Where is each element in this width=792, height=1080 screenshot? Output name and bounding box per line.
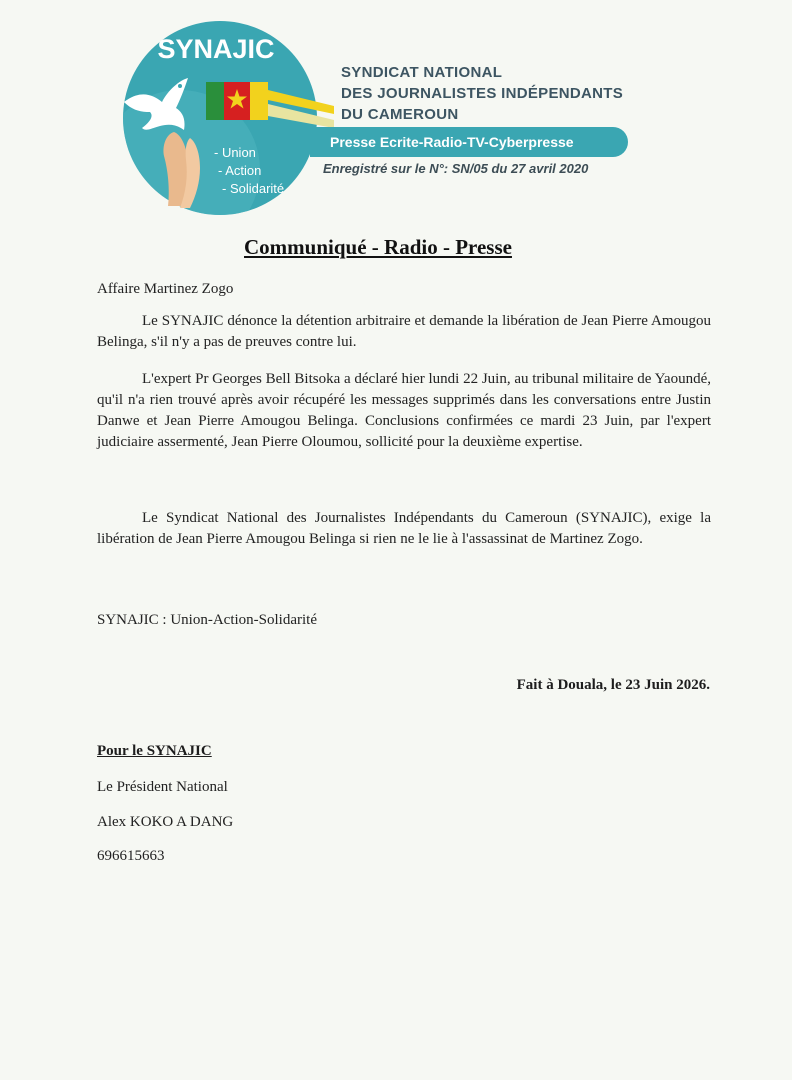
signatory-phone: 696615663 (97, 848, 165, 864)
paragraph-2: L'expert Pr Georges Bell Bitsoka a déclaré hier lundi 22 Juin, au tribunal militaire de Yaoundé, qu'il n'a rien trouvé après avoir récupéré les messages supprimés dans les conversations entre Justin Danwe et Jean Pierre Amougou Belinga. Conclusions confirmées ce mardi 23 Juin, par l'expert judiciaire assermenté, Jean Pierre Oloumou, sollicité pour la deuxième expertise. (97, 371, 711, 450)
logo-motto-action: - Action (218, 163, 262, 178)
org-name-line-2: DES JOURNALISTES INDÉPENDANTS (341, 85, 624, 102)
logo-motto-union: - Union (214, 145, 256, 160)
paragraph-1: Le SYNAJIC dénonce la détention arbitraire et demande la libération de Jean Pierre Amougou Belinga, s'il n'y a pas de preuves contre lui. (97, 313, 711, 350)
date-line: Fait à Douala, le 23 Juin 2026. (516, 677, 710, 693)
flag-green-stripe (206, 82, 224, 120)
synajic-logo (110, 20, 334, 216)
signatory-name: Alex KOKO A DANG (97, 814, 234, 830)
paragraph-3: Le Syndicat National des Journalistes Indépendants du Cameroun (SYNAJIC), exige la libération de Jean Pierre Amougou Belinga si rien ne le lie à l'assassinat de Martinez Zogo. (97, 510, 711, 547)
document-title: Communiqué - Radio - Presse (244, 235, 512, 259)
organization-name (341, 62, 623, 125)
affair-subject: Affaire Martinez Zogo (97, 281, 234, 297)
logo-motto-solidarite: - Solidarité (222, 181, 285, 196)
org-name-line-1: SYNDICAT NATIONAL (341, 64, 503, 81)
registration-number: Enregistré sur le N°: SN/05 du 27 avril 2020 (323, 161, 589, 176)
union-motto: SYNAJIC : Union-Action-Solidarité (97, 612, 317, 628)
press-band: Presse Ecrite-Radio-TV-Cyberpresse (310, 127, 628, 157)
flag-yellow-stripe (250, 82, 268, 120)
logo-title: SYNAJIC (157, 34, 275, 64)
signatory-role: Le Président National (97, 779, 228, 795)
org-name-line-3: DU CAMEROUN (341, 106, 459, 123)
signature-heading: Pour le SYNAJIC (97, 743, 212, 759)
